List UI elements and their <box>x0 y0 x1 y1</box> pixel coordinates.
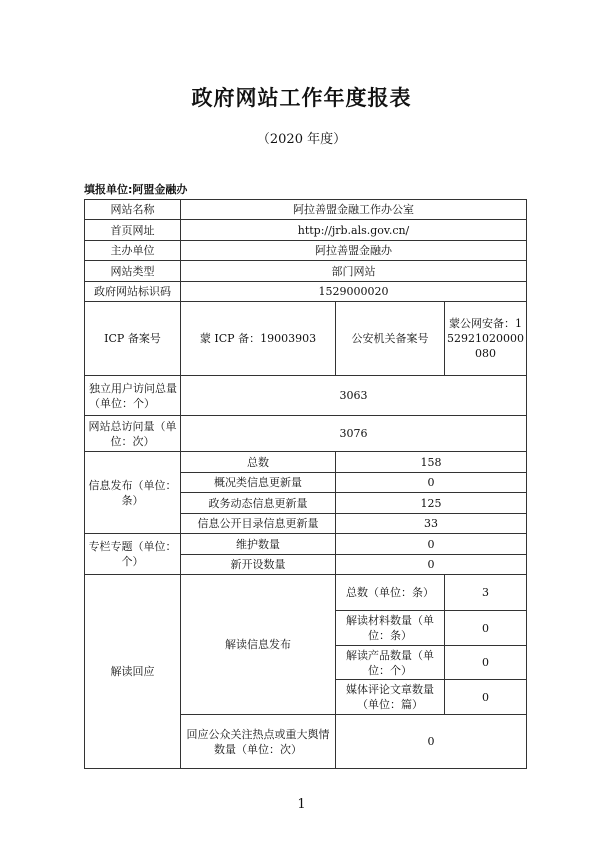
table-row <box>85 282 527 302</box>
pv-value: 3076 <box>181 416 527 452</box>
homepage-value: http://jrb.als.gov.cn/ <box>181 220 527 241</box>
table-row <box>85 452 527 473</box>
page-number: 1 <box>297 797 306 812</box>
table-row <box>85 575 527 611</box>
column-label: 专栏专题（单位：个） <box>85 534 181 575</box>
reporting-org: 填报单位:阿盟金融办 <box>84 183 188 196</box>
info-item-label: 总数 <box>181 452 336 473</box>
column-item-value: 0 <box>336 555 527 575</box>
table-row <box>85 261 527 282</box>
interpret-item-value: 3 <box>445 575 527 611</box>
site-type-label: 网站类型 <box>85 261 181 282</box>
site-id-value: 1529000020 <box>181 282 527 302</box>
pv-label: 网站总访问量（单位：次） <box>85 416 181 452</box>
site-name-label: 网站名称 <box>85 200 181 220</box>
interpret-publish-label: 解读信息发布 <box>181 575 336 715</box>
table-row <box>85 376 527 416</box>
table-row <box>85 534 527 555</box>
police-value: 蒙公网安备：152921020000080 <box>445 302 527 376</box>
police-label: 公安机关备案号 <box>336 302 445 376</box>
info-item-label: 概况类信息更新量 <box>181 473 336 493</box>
interpret-item-value: 0 <box>445 611 527 646</box>
icp-label: ICP 备案号 <box>85 302 181 376</box>
interpret-item-label: 解读产品数量（单位：个） <box>336 646 445 680</box>
info-item-value: 125 <box>336 493 527 514</box>
response-label: 回应公众关注热点或重大舆情数量（单位：次） <box>181 715 336 769</box>
homepage-label: 首页网址 <box>85 220 181 241</box>
sponsor-label: 主办单位 <box>85 241 181 261</box>
info-item-label: 信息公开目录信息更新量 <box>181 514 336 534</box>
table-row <box>85 200 527 220</box>
site-type-value: 部门网站 <box>181 261 527 282</box>
info-item-value: 33 <box>336 514 527 534</box>
sponsor-value: 阿拉善盟金融办 <box>181 241 527 261</box>
table-row <box>85 416 527 452</box>
info-item-value: 158 <box>336 452 527 473</box>
site-name-value: 阿拉善盟金融工作办公室 <box>181 200 527 220</box>
table-row <box>85 302 527 376</box>
interpret-item-label: 总数（单位：条） <box>336 575 445 611</box>
interpret-item-value: 0 <box>445 646 527 680</box>
uv-label: 独立用户访问总量（单位：个） <box>85 376 181 416</box>
response-value: 0 <box>336 715 527 769</box>
table-row <box>85 241 527 261</box>
info-label: 信息发布（单位：条） <box>85 452 181 534</box>
table-row <box>85 220 527 241</box>
info-item-value: 0 <box>336 473 527 493</box>
info-item-label: 政务动态信息更新量 <box>181 493 336 514</box>
report-year: （2020 年度） <box>256 132 347 147</box>
interpret-item-value: 0 <box>445 680 527 715</box>
column-item-label: 新开设数量 <box>181 555 336 575</box>
column-item-label: 维护数量 <box>181 534 336 555</box>
column-item-value: 0 <box>336 534 527 555</box>
page-title: 政府网站工作年度报表 <box>191 86 412 110</box>
interpret-label: 解读回应 <box>85 575 181 769</box>
report-table <box>84 199 527 769</box>
icp-value: 蒙 ICP 备：19003903 <box>181 302 336 376</box>
uv-value: 3063 <box>181 376 527 416</box>
site-id-label: 政府网站标识码 <box>85 282 181 302</box>
interpret-item-label: 媒体评论文章数量（单位：篇） <box>336 680 445 715</box>
interpret-item-label: 解读材料数量（单位：条） <box>336 611 445 646</box>
